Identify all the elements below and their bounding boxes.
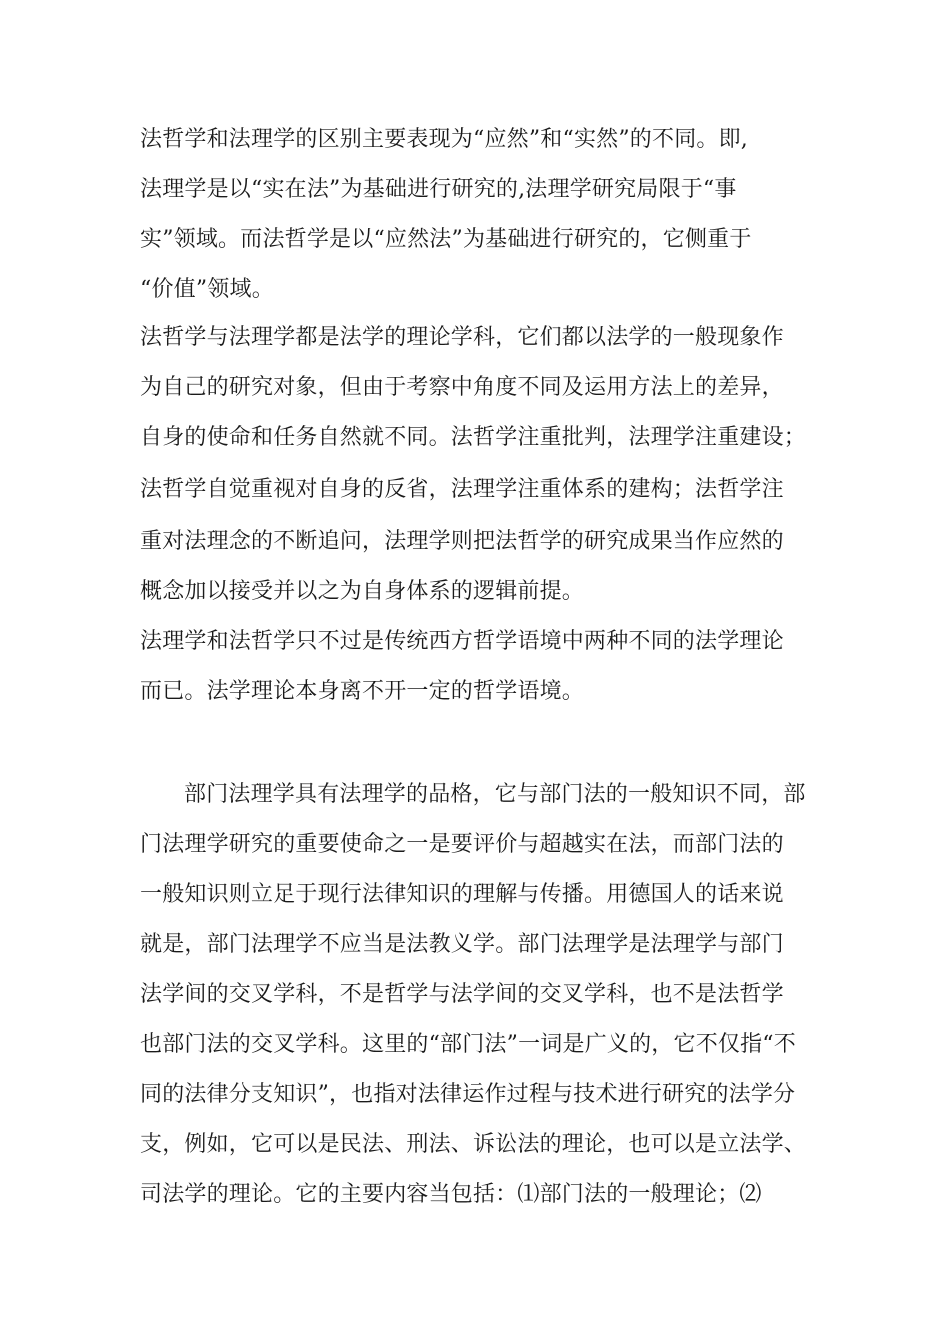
text-line: 法哲学自觉重视对自身的反省，法理学注重体系的建构；法哲学注 — [140, 477, 784, 502]
text-line: 法哲学和法理学的区别主要表现为“应然”和“实然”的不同。即, — [140, 127, 748, 152]
text-line: 自身的使命和任务自然就不同。法哲学注重批判，法理学注重建设； — [140, 425, 807, 450]
text-line: 一般知识则立足于现行法律知识的理解与传播。用德国人的话来说 — [140, 882, 784, 907]
text-line: “价值”领域。 — [140, 277, 274, 302]
text-line: 法哲学与法理学都是法学的理论学科，它们都以法学的一般现象作 — [140, 325, 784, 350]
text-line: 门法理学研究的重要使命之一是要评价与超越实在法，而部门法的 — [140, 832, 784, 857]
text-line: 为自己的研究对象，但由于考察中角度不同及运用方法上的差异， — [140, 375, 784, 400]
text-line: 同的法律分支知识”，也指对法律运作过程与技术进行研究的法学分 — [140, 1082, 796, 1107]
text-line: 实”领域。而法哲学是以“应然法”为基础进行研究的，它侧重于 — [140, 227, 752, 252]
text-line: 概念加以接受并以之为自身体系的逻辑前提。 — [140, 579, 585, 604]
text-line: 而已。法学理论本身离不开一定的哲学语境。 — [140, 679, 585, 704]
text-line: 法学间的交叉学科，不是哲学与法学间的交叉学科，也不是法哲学 — [140, 982, 784, 1007]
text-line: 法理学是以“实在法”为基础进行研究的,法理学研究局限于“事 — [140, 177, 737, 202]
text-line: 法理学和法哲学只不过是传统西方哲学语境中两种不同的法学理论 — [140, 629, 784, 654]
text-line: 也部门法的交叉学科。这里的“部门法”一词是广义的，它不仅指“不 — [140, 1032, 796, 1057]
text-line: 重对法理念的不断追问，法理学则把法哲学的研究成果当作应然的 — [140, 529, 784, 554]
text-line: 部门法理学具有法理学的品格，它与部门法的一般知识不同，部 — [184, 782, 806, 807]
text-line: 就是，部门法理学不应当是法教义学。部门法理学是法理学与部门 — [140, 932, 784, 957]
text-line: 司法学的理论。它的主要内容当包括：⑴部门法的一般理论；⑵ — [140, 1182, 762, 1207]
text-line: 支，例如，它可以是民法、刑法、诉讼法的理论，也可以是立法学、 — [140, 1132, 807, 1157]
